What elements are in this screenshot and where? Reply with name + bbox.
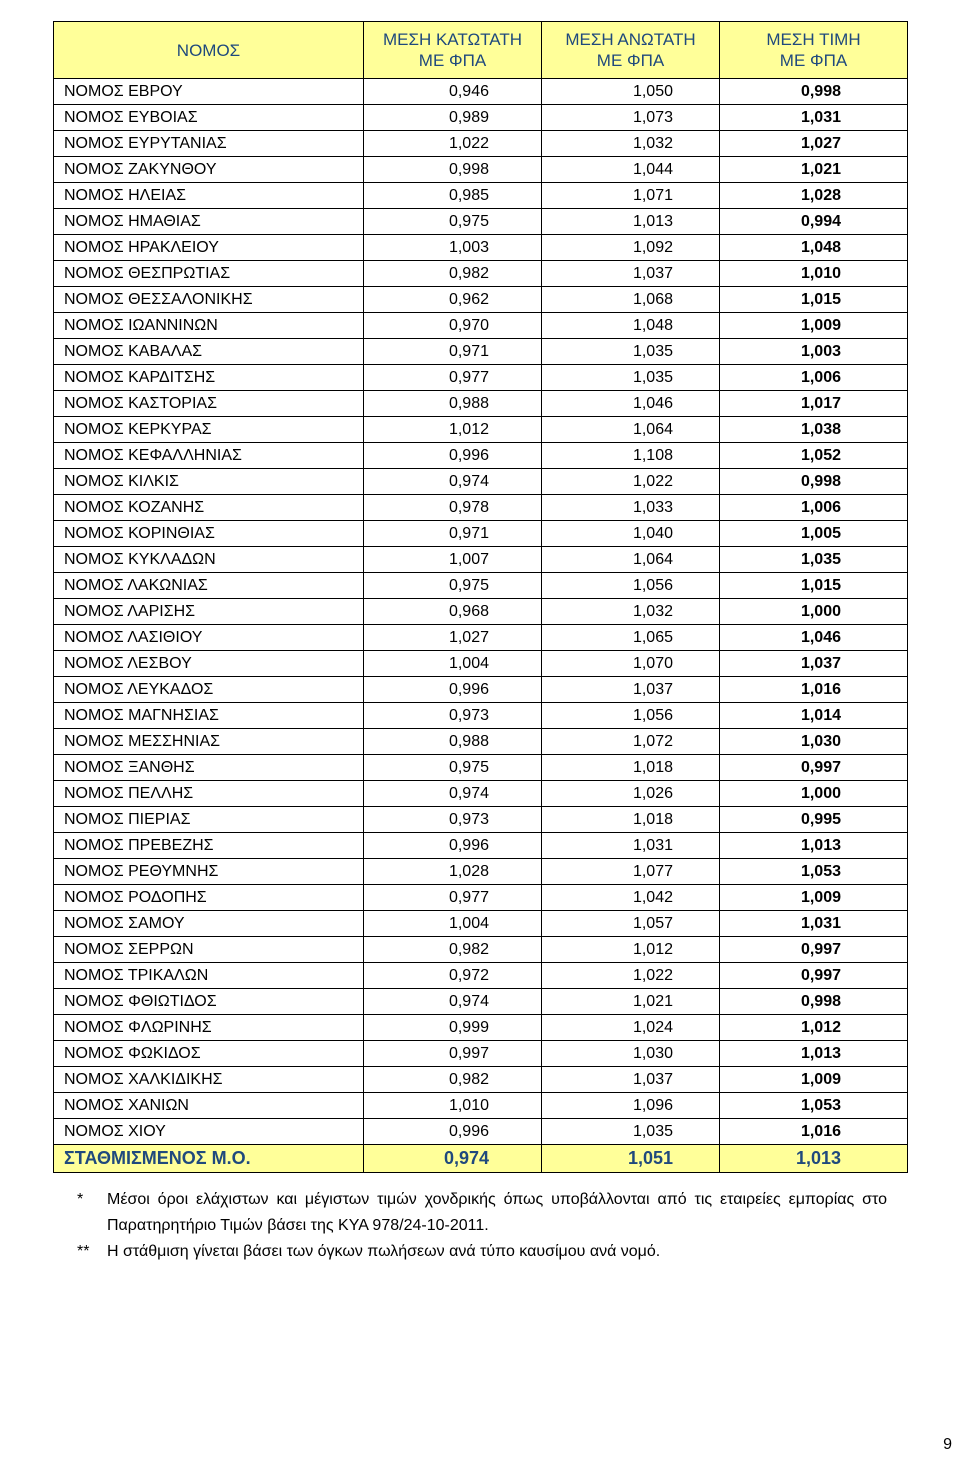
max-price-cell: 1,064 xyxy=(542,417,720,443)
max-price-cell: 1,056 xyxy=(542,573,720,599)
min-price-cell: 0,982 xyxy=(364,261,542,287)
table-row xyxy=(54,859,908,885)
min-price-cell: 0,962 xyxy=(364,287,542,313)
prefecture-cell: ΝΟΜΟΣ ΚΑΡΔΙΤΣΗΣ xyxy=(54,365,364,391)
min-price-cell: 0,989 xyxy=(364,105,542,131)
min-price-cell: 1,004 xyxy=(364,651,542,677)
prefecture-cell: ΝΟΜΟΣ ΤΡΙΚΑΛΩΝ xyxy=(54,963,364,989)
table-row xyxy=(54,625,908,651)
avg-price-cell: 1,030 xyxy=(720,729,908,755)
avg-price-cell: 1,009 xyxy=(720,313,908,339)
min-price-cell: 0,971 xyxy=(364,521,542,547)
max-price-cell: 1,026 xyxy=(542,781,720,807)
prefecture-cell: ΝΟΜΟΣ ΣΕΡΡΩΝ xyxy=(54,937,364,963)
max-price-cell: 1,037 xyxy=(542,1067,720,1093)
footnote xyxy=(77,1187,887,1239)
min-price-cell: 1,022 xyxy=(364,131,542,157)
min-price-cell: 0,946 xyxy=(364,79,542,105)
max-price-cell: 1,032 xyxy=(542,599,720,625)
avg-price-cell: 1,015 xyxy=(720,573,908,599)
prefecture-cell: ΝΟΜΟΣ ΚΟΖΑΝΗΣ xyxy=(54,495,364,521)
min-price-cell: 0,972 xyxy=(364,963,542,989)
prefecture-cell: ΝΟΜΟΣ ΚΙΛΚΙΣ xyxy=(54,469,364,495)
avg-price-cell: 1,016 xyxy=(720,677,908,703)
table-row xyxy=(54,1119,908,1145)
max-price-cell: 1,031 xyxy=(542,833,720,859)
avg-price-cell: 1,038 xyxy=(720,417,908,443)
max-price-cell: 1,073 xyxy=(542,105,720,131)
avg-price-cell: 1,053 xyxy=(720,1093,908,1119)
min-price-cell: 0,985 xyxy=(364,183,542,209)
table-row xyxy=(54,1067,908,1093)
avg-price-cell: 0,997 xyxy=(720,963,908,989)
min-price-cell: 0,982 xyxy=(364,1067,542,1093)
min-price-cell: 0,975 xyxy=(364,573,542,599)
table-row xyxy=(54,1015,908,1041)
min-price-cell: 0,996 xyxy=(364,443,542,469)
prefecture-cell: ΝΟΜΟΣ ΛΕΥΚΑΔΟΣ xyxy=(54,677,364,703)
avg-price-cell: 1,014 xyxy=(720,703,908,729)
prefecture-cell: ΝΟΜΟΣ ΛΑΡΙΣΗΣ xyxy=(54,599,364,625)
table-row xyxy=(54,599,908,625)
max-price-cell: 1,070 xyxy=(542,651,720,677)
avg-price-cell: 1,010 xyxy=(720,261,908,287)
max-price-cell: 1,030 xyxy=(542,1041,720,1067)
table-row xyxy=(54,755,908,781)
prefecture-cell: ΝΟΜΟΣ ΛΑΚΩΝΙΑΣ xyxy=(54,573,364,599)
prefecture-cell: ΝΟΜΟΣ ΦΩΚΙΔΟΣ xyxy=(54,1041,364,1067)
weighted-average-avg: 1,013 xyxy=(720,1145,908,1173)
max-price-cell: 1,021 xyxy=(542,989,720,1015)
min-price-cell: 0,977 xyxy=(364,365,542,391)
avg-price-cell: 1,053 xyxy=(720,859,908,885)
prefecture-cell: ΝΟΜΟΣ ΣΑΜΟΥ xyxy=(54,911,364,937)
prefecture-cell: ΝΟΜΟΣ ΜΑΓΝΗΣΙΑΣ xyxy=(54,703,364,729)
min-price-cell: 1,004 xyxy=(364,911,542,937)
prefecture-cell: ΝΟΜΟΣ ΚΕΡΚΥΡΑΣ xyxy=(54,417,364,443)
price-table xyxy=(53,21,908,1173)
table-row xyxy=(54,963,908,989)
table-row xyxy=(54,209,908,235)
avg-price-cell: 1,048 xyxy=(720,235,908,261)
prefecture-cell: ΝΟΜΟΣ ΕΥΡΥΤΑΝΙΑΣ xyxy=(54,131,364,157)
prefecture-cell: ΝΟΜΟΣ ΧΙΟΥ xyxy=(54,1119,364,1145)
table-row xyxy=(54,833,908,859)
prefecture-cell: ΝΟΜΟΣ ΙΩΑΝΝΙΝΩΝ xyxy=(54,313,364,339)
max-price-cell: 1,024 xyxy=(542,1015,720,1041)
min-price-cell: 0,968 xyxy=(364,599,542,625)
min-price-cell: 1,007 xyxy=(364,547,542,573)
min-price-cell: 0,996 xyxy=(364,1119,542,1145)
max-price-cell: 1,035 xyxy=(542,365,720,391)
table-row xyxy=(54,417,908,443)
min-price-cell: 0,974 xyxy=(364,469,542,495)
weighted-average-label: ΣΤΑΘΜΙΣΜΕΝΟΣ Μ.Ο. xyxy=(54,1145,364,1173)
prefecture-cell: ΝΟΜΟΣ ΗΜΑΘΙΑΣ xyxy=(54,209,364,235)
table-row xyxy=(54,183,908,209)
min-price-cell: 0,988 xyxy=(364,729,542,755)
avg-price-cell: 1,021 xyxy=(720,157,908,183)
avg-price-cell: 1,031 xyxy=(720,911,908,937)
header-prefecture: ΝΟΜΟΣ xyxy=(54,22,364,79)
avg-price-cell: 1,005 xyxy=(720,521,908,547)
prefecture-cell: ΝΟΜΟΣ ΡΕΘΥΜΝΗΣ xyxy=(54,859,364,885)
prefecture-cell: ΝΟΜΟΣ ΖΑΚΥΝΘΟΥ xyxy=(54,157,364,183)
table-row xyxy=(54,131,908,157)
avg-price-cell: 1,052 xyxy=(720,443,908,469)
max-price-cell: 1,037 xyxy=(542,261,720,287)
max-price-cell: 1,071 xyxy=(542,183,720,209)
max-price-cell: 1,068 xyxy=(542,287,720,313)
prefecture-cell: ΝΟΜΟΣ ΜΕΣΣΗΝΙΑΣ xyxy=(54,729,364,755)
prefecture-cell: ΝΟΜΟΣ ΚΑΣΤΟΡΙΑΣ xyxy=(54,391,364,417)
avg-price-cell: 1,017 xyxy=(720,391,908,417)
table-row xyxy=(54,157,908,183)
table-header-row xyxy=(54,22,908,79)
table-body xyxy=(54,79,908,1145)
avg-price-cell: 1,046 xyxy=(720,625,908,651)
max-price-cell: 1,044 xyxy=(542,157,720,183)
table-row xyxy=(54,729,908,755)
max-price-cell: 1,022 xyxy=(542,963,720,989)
max-price-cell: 1,042 xyxy=(542,885,720,911)
min-price-cell: 0,975 xyxy=(364,209,542,235)
header-avg-price-with-vat: ΜΕΣΗ ΤΙΜΗ ΜΕ ΦΠΑ xyxy=(720,22,908,79)
prefecture-cell: ΝΟΜΟΣ ΕΥΒΟΙΑΣ xyxy=(54,105,364,131)
footnote-mark: * xyxy=(77,1191,84,1208)
table-row xyxy=(54,547,908,573)
table-row xyxy=(54,651,908,677)
prefecture-cell: ΝΟΜΟΣ ΘΕΣΣΑΛΟΝΙΚΗΣ xyxy=(54,287,364,313)
table-row xyxy=(54,443,908,469)
min-price-cell: 1,010 xyxy=(364,1093,542,1119)
avg-price-cell: 1,000 xyxy=(720,599,908,625)
max-price-cell: 1,040 xyxy=(542,521,720,547)
min-price-cell: 0,973 xyxy=(364,703,542,729)
avg-price-cell: 0,997 xyxy=(720,937,908,963)
max-price-cell: 1,037 xyxy=(542,677,720,703)
prefecture-cell: ΝΟΜΟΣ ΕΒΡΟΥ xyxy=(54,79,364,105)
avg-price-cell: 1,012 xyxy=(720,1015,908,1041)
header-avg-min-with-vat: ΜΕΣΗ ΚΑΤΩΤΑΤΗ ΜΕ ΦΠΑ xyxy=(364,22,542,79)
prefecture-cell: ΝΟΜΟΣ ΚΟΡΙΝΘΙΑΣ xyxy=(54,521,364,547)
prefecture-cell: ΝΟΜΟΣ ΛΕΣΒΟΥ xyxy=(54,651,364,677)
table-row xyxy=(54,807,908,833)
prefecture-cell: ΝΟΜΟΣ ΗΡΑΚΛΕΙΟΥ xyxy=(54,235,364,261)
weighted-average-min: 0,974 xyxy=(364,1145,542,1173)
avg-price-cell: 1,009 xyxy=(720,885,908,911)
max-price-cell: 1,048 xyxy=(542,313,720,339)
table-row xyxy=(54,937,908,963)
avg-price-cell: 1,016 xyxy=(720,1119,908,1145)
min-price-cell: 1,027 xyxy=(364,625,542,651)
min-price-cell: 0,973 xyxy=(364,807,542,833)
prefecture-cell: ΝΟΜΟΣ ΚΕΦΑΛΛΗΝΙΑΣ xyxy=(54,443,364,469)
table-row xyxy=(54,885,908,911)
table-row xyxy=(54,781,908,807)
prefecture-cell: ΝΟΜΟΣ ΘΕΣΠΡΩΤΙΑΣ xyxy=(54,261,364,287)
avg-price-cell: 0,995 xyxy=(720,807,908,833)
max-price-cell: 1,018 xyxy=(542,807,720,833)
max-price-cell: 1,108 xyxy=(542,443,720,469)
table-row xyxy=(54,495,908,521)
min-price-cell: 1,012 xyxy=(364,417,542,443)
table-row xyxy=(54,703,908,729)
footnote-text: Η στάθμιση γίνεται βάσει των όγκων πωλήσεων ανά τύπο καυσίμου ανά νομό. xyxy=(107,1243,661,1260)
table-row xyxy=(54,1093,908,1119)
prefecture-cell: ΝΟΜΟΣ ΡΟΔΟΠΗΣ xyxy=(54,885,364,911)
table-row xyxy=(54,469,908,495)
footnote-text: Μέσοι όροι ελάχιστων και μέγιστων τιμών χονδρικής όπως υποβάλλονται από τις εταιρείες εμπορίας στο Παρατηρητήριο Τιμών βάσει της ΚΥΑ 978/24-10-2011. xyxy=(107,1191,887,1234)
min-price-cell: 0,971 xyxy=(364,339,542,365)
header-avg-max-with-vat: ΜΕΣΗ ΑΝΩΤΑΤΗ ΜΕ ΦΠΑ xyxy=(542,22,720,79)
weighted-average-row xyxy=(54,1145,908,1173)
min-price-cell: 0,988 xyxy=(364,391,542,417)
table-row xyxy=(54,911,908,937)
prefecture-cell: ΝΟΜΟΣ ΗΛΕΙΑΣ xyxy=(54,183,364,209)
max-price-cell: 1,033 xyxy=(542,495,720,521)
min-price-cell: 1,003 xyxy=(364,235,542,261)
min-price-cell: 0,974 xyxy=(364,989,542,1015)
avg-price-cell: 1,015 xyxy=(720,287,908,313)
min-price-cell: 0,999 xyxy=(364,1015,542,1041)
table-row xyxy=(54,391,908,417)
prefecture-cell: ΝΟΜΟΣ ΧΑΛΚΙΔΙΚΗΣ xyxy=(54,1067,364,1093)
max-price-cell: 1,050 xyxy=(542,79,720,105)
footnote-mark: ** xyxy=(77,1243,90,1260)
table-row xyxy=(54,287,908,313)
avg-price-cell: 0,994 xyxy=(720,209,908,235)
avg-price-cell: 1,027 xyxy=(720,131,908,157)
table-row xyxy=(54,261,908,287)
prefecture-cell: ΝΟΜΟΣ ΠΡΕΒΕΖΗΣ xyxy=(54,833,364,859)
avg-price-cell: 1,035 xyxy=(720,547,908,573)
min-price-cell: 0,970 xyxy=(364,313,542,339)
table-row xyxy=(54,339,908,365)
max-price-cell: 1,064 xyxy=(542,547,720,573)
table-row xyxy=(54,79,908,105)
table-row xyxy=(54,1041,908,1067)
prefecture-cell: ΝΟΜΟΣ ΛΑΣΙΘΙΟΥ xyxy=(54,625,364,651)
avg-price-cell: 1,013 xyxy=(720,833,908,859)
table-row xyxy=(54,235,908,261)
prefecture-cell: ΝΟΜΟΣ ΠΕΛΛΗΣ xyxy=(54,781,364,807)
min-price-cell: 0,982 xyxy=(364,937,542,963)
avg-price-cell: 1,003 xyxy=(720,339,908,365)
min-price-cell: 1,028 xyxy=(364,859,542,885)
prefecture-cell: ΝΟΜΟΣ ΦΘΙΩΤΙΔΟΣ xyxy=(54,989,364,1015)
footnote xyxy=(77,1239,887,1265)
max-price-cell: 1,072 xyxy=(542,729,720,755)
min-price-cell: 0,997 xyxy=(364,1041,542,1067)
avg-price-cell: 1,037 xyxy=(720,651,908,677)
prefecture-cell: ΝΟΜΟΣ ΚΥΚΛΑΔΩΝ xyxy=(54,547,364,573)
avg-price-cell: 1,013 xyxy=(720,1041,908,1067)
min-price-cell: 0,978 xyxy=(364,495,542,521)
prefecture-cell: ΝΟΜΟΣ ΚΑΒΑΛΑΣ xyxy=(54,339,364,365)
avg-price-cell: 0,998 xyxy=(720,989,908,1015)
min-price-cell: 0,998 xyxy=(364,157,542,183)
weighted-average-max: 1,051 xyxy=(542,1145,720,1173)
max-price-cell: 1,035 xyxy=(542,339,720,365)
max-price-cell: 1,096 xyxy=(542,1093,720,1119)
avg-price-cell: 0,998 xyxy=(720,469,908,495)
min-price-cell: 0,975 xyxy=(364,755,542,781)
min-price-cell: 0,996 xyxy=(364,833,542,859)
avg-price-cell: 1,006 xyxy=(720,365,908,391)
max-price-cell: 1,046 xyxy=(542,391,720,417)
max-price-cell: 1,012 xyxy=(542,937,720,963)
table-row xyxy=(54,521,908,547)
max-price-cell: 1,065 xyxy=(542,625,720,651)
min-price-cell: 0,977 xyxy=(364,885,542,911)
table-row xyxy=(54,573,908,599)
max-price-cell: 1,018 xyxy=(542,755,720,781)
avg-price-cell: 1,009 xyxy=(720,1067,908,1093)
prefecture-cell: ΝΟΜΟΣ ΞΑΝΘΗΣ xyxy=(54,755,364,781)
page-number: 9 xyxy=(943,1436,952,1453)
max-price-cell: 1,077 xyxy=(542,859,720,885)
table-row xyxy=(54,989,908,1015)
avg-price-cell: 1,028 xyxy=(720,183,908,209)
table-row xyxy=(54,105,908,131)
max-price-cell: 1,056 xyxy=(542,703,720,729)
avg-price-cell: 1,031 xyxy=(720,105,908,131)
avg-price-cell: 1,006 xyxy=(720,495,908,521)
footnotes xyxy=(77,1187,887,1265)
max-price-cell: 1,057 xyxy=(542,911,720,937)
avg-price-cell: 0,998 xyxy=(720,79,908,105)
table-row xyxy=(54,677,908,703)
prefecture-cell: ΝΟΜΟΣ ΦΛΩΡΙΝΗΣ xyxy=(54,1015,364,1041)
max-price-cell: 1,035 xyxy=(542,1119,720,1145)
max-price-cell: 1,032 xyxy=(542,131,720,157)
table-row xyxy=(54,313,908,339)
max-price-cell: 1,013 xyxy=(542,209,720,235)
max-price-cell: 1,022 xyxy=(542,469,720,495)
avg-price-cell: 1,000 xyxy=(720,781,908,807)
min-price-cell: 0,974 xyxy=(364,781,542,807)
min-price-cell: 0,996 xyxy=(364,677,542,703)
prefecture-cell: ΝΟΜΟΣ ΠΙΕΡΙΑΣ xyxy=(54,807,364,833)
table-row xyxy=(54,365,908,391)
avg-price-cell: 0,997 xyxy=(720,755,908,781)
max-price-cell: 1,092 xyxy=(542,235,720,261)
prefecture-cell: ΝΟΜΟΣ ΧΑΝΙΩΝ xyxy=(54,1093,364,1119)
